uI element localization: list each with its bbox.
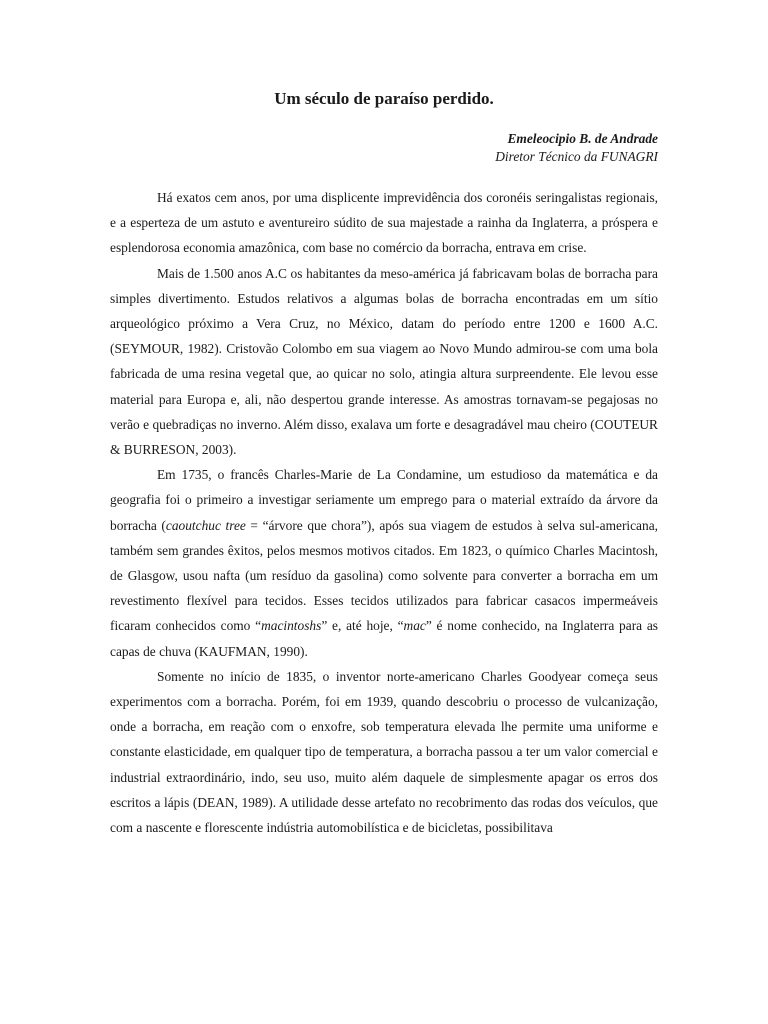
paragraph-2: Mais de 1.500 anos A.C os habitantes da meso-américa já fabricavam bolas de borracha para simples divertimento. Estudos relativos a algumas bolas de borracha encontradas em um sítio arqueológico próximo a Vera Cruz, no México, datam do período entre 1200 e 1600 A.C. (SEYMOUR, 1982). Cristovão Colombo em sua viagem ao Novo Mundo admirou-se com uma bola fabricada de uma resina vegetal que, ao quicar no solo, atingia altura surpreendente. Ele levou esse material para Europa e, ali, não despertou grande interesse. As amostras tornavam-se pegajosas no verão e quebradiças no inverno. Além disso, exalava um forte e desagradável mau cheiro (COUTEUR & BURRESON, 2003). <box>110 265 658 458</box>
paragraph-3 <box>110 462 658 664</box>
author-role: Diretor Técnico da FUNAGRI <box>495 149 658 164</box>
paragraph-1: Há exatos cem anos, por uma displicente imprevidência dos coronéis seringalistas regionais, e a esperteza de um astuto e aventureiro súdito de sua majestade a rainha da Inglaterra, a próspera e esplendorosa economia amazônica, com base no comércio da borracha, entrava em crise. <box>110 190 658 256</box>
author-name: Emeleocipio B. de Andrade <box>507 131 658 146</box>
paragraph-3-italic-term-mac: mac <box>403 618 426 634</box>
paragraph-3-text-d: ” é nome conhecido, na Inglaterra para as capas de chuva (KAUFMAN, 1990). <box>110 618 659 659</box>
article-body <box>110 185 658 840</box>
paragraph-3-text-b: = “árvore que chora”), após sua viagem de estudos à selva sul-americana, também sem grandes êxitos, pelos mesmos motivos citados. Em 1823, o químico Charles Macintosh, de Glasgow, usou nafta (um resíduo da gasolina) como solvente para converter a borracha em um revestimento flexível para tecidos. Esses tecidos utilizados para fabricar casacos impermeáveis ficaram conhecidos como “ <box>110 517 658 634</box>
byline <box>495 130 658 166</box>
paragraph-3-text-c: ” e, até hoje, “ <box>321 618 404 634</box>
paragraph-3-italic-term-macintoshs: macintoshs <box>261 618 322 634</box>
paragraph-3-italic-term-caoutchuc: caoutchuc tree <box>165 517 246 533</box>
paragraph-3-text-a: Em 1735, o francês Charles-Marie de La Condamine, um estudioso da matemática e da geografia foi o primeiro a investigar seriamente um emprego para o material extraído da árvore da borracha ( <box>110 467 658 533</box>
document-title: Um século de paraíso perdido. <box>274 89 494 108</box>
paragraph-4: Somente no início de 1835, o inventor norte-americano Charles Goodyear começa seus experimentos com a borracha. Porém, foi em 1939, quando descobriu o processo de vulcanização, onde a borracha, em reação com o enxofre, sob temperatura elevada lhe permite uma uniforme e constante elasticidade, em qualquer tipo de temperatura, a borracha passou a ter um valor comercial e industrial extraordinário, indo, seu uso, muito além daquele de simplesmente apagar os erros dos escritos a lápis (DEAN, 1989). A utilidade desse artefato no recobrimento das rodas dos veículos, que com a nascente e florescente indústria automobilística e de bicicletas, possibilitava <box>110 668 658 836</box>
